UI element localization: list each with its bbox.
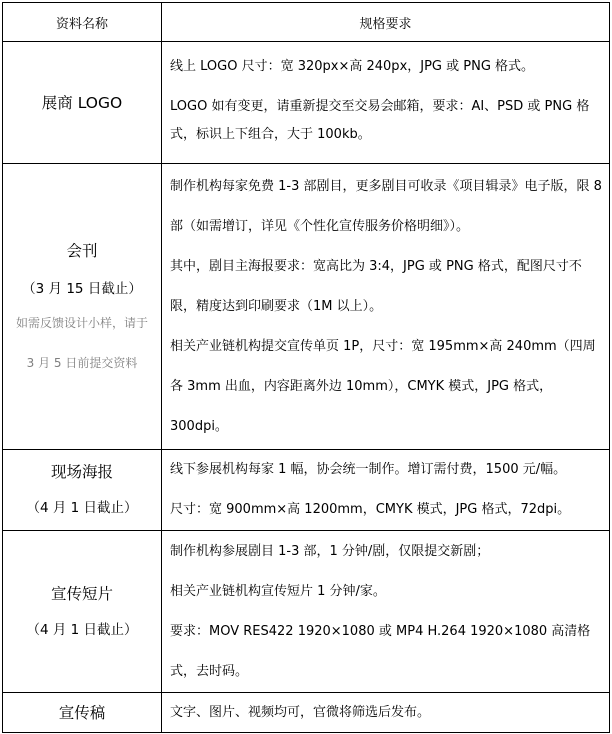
spec-paragraph: 要求：MOV RES422 1920×1080 或 MP4 H.264 1920×1080 高清格式，去时码。 xyxy=(170,623,591,679)
spec-paragraph: 制作机构参展剧目 1-3 部，1 分钟/剧，仅限提交新剧； xyxy=(170,543,490,559)
table-header-row xyxy=(3,3,610,42)
spec-paragraph: 其中，剧目主海报要求：宽高比为 3:4，JPG 或 PNG 格式，配图尺寸不限，精度达到印刷要求（1M 以上）。 xyxy=(170,258,582,314)
spec-paragraph: 尺寸：宽 900mm×高 1200mm，CMYK 模式，JPG 格式，72dpi。 xyxy=(170,502,571,517)
material-name: 宣传稿 xyxy=(58,703,106,722)
table-row xyxy=(3,531,610,693)
spec-paragraph: 相关产业链机构提交宣传单页 1P，尺寸：宽 195mm×高 240mm（四周各 3mm 出血，内容距离外边 10mm），CMYK 模式，JPG 格式，300dpi。 xyxy=(170,338,596,434)
spec-paragraph: 线下参展机构每家 1 幅，协会统一制作。增订需付费，1500 元/幅。 xyxy=(170,462,567,477)
deadline-label: （3 月 15 日截止） xyxy=(22,280,142,297)
specification-cell xyxy=(162,42,610,164)
spec-paragraph: 线上 LOGO 尺寸：宽 320px×高 240px，JPG 或 PNG 格式。 xyxy=(170,58,535,74)
deadline-label: （4 月 1 日截止） xyxy=(26,621,138,638)
specification-cell xyxy=(162,693,610,733)
material-name-cell xyxy=(3,164,162,450)
table-row xyxy=(3,450,610,531)
material-name: 现场海报 xyxy=(50,463,113,481)
column-header-specification: 规格要求 xyxy=(162,3,610,42)
material-name: 展商 LOGO xyxy=(41,93,123,112)
material-name: 会刊 xyxy=(66,241,98,260)
spec-paragraph: 相关产业链机构宣传短片 1 分钟/家。 xyxy=(170,583,386,599)
table-row xyxy=(3,693,610,733)
deadline-label: （4 月 1 日截止） xyxy=(26,500,138,516)
specification-cell xyxy=(162,531,610,693)
design-proof-note: 如需反馈设计小样，请于 xyxy=(15,315,148,330)
column-header-material-name: 资料名称 xyxy=(3,3,162,42)
specification-cell xyxy=(162,450,610,531)
spec-paragraph: LOGO 如有变更，请重新提交至交易会邮箱，要求：AI、PSD 或 PNG 格式，标识上下组合，大于 100kb。 xyxy=(170,98,590,142)
spec-paragraph: 文字、图片、视频均可，官微将筛选后发布。 xyxy=(170,704,431,720)
spec-paragraph: 制作机构每家免费 1-3 部剧目，更多剧目可收录《项目辑录》电子版，限 8 部（如需增订，详见《个性化宣传服务价格明细》）。 xyxy=(170,178,602,234)
material-name: 宣传短片 xyxy=(50,584,113,603)
design-proof-note: 3 月 5 日前提交资料 xyxy=(26,355,138,370)
material-name-cell xyxy=(3,693,162,733)
specification-cell xyxy=(162,164,610,450)
material-name-cell xyxy=(3,42,162,164)
materials-spec-table xyxy=(2,2,610,733)
table-row xyxy=(3,164,610,450)
material-name-cell xyxy=(3,531,162,693)
table-row xyxy=(3,42,610,164)
material-name-cell xyxy=(3,450,162,531)
